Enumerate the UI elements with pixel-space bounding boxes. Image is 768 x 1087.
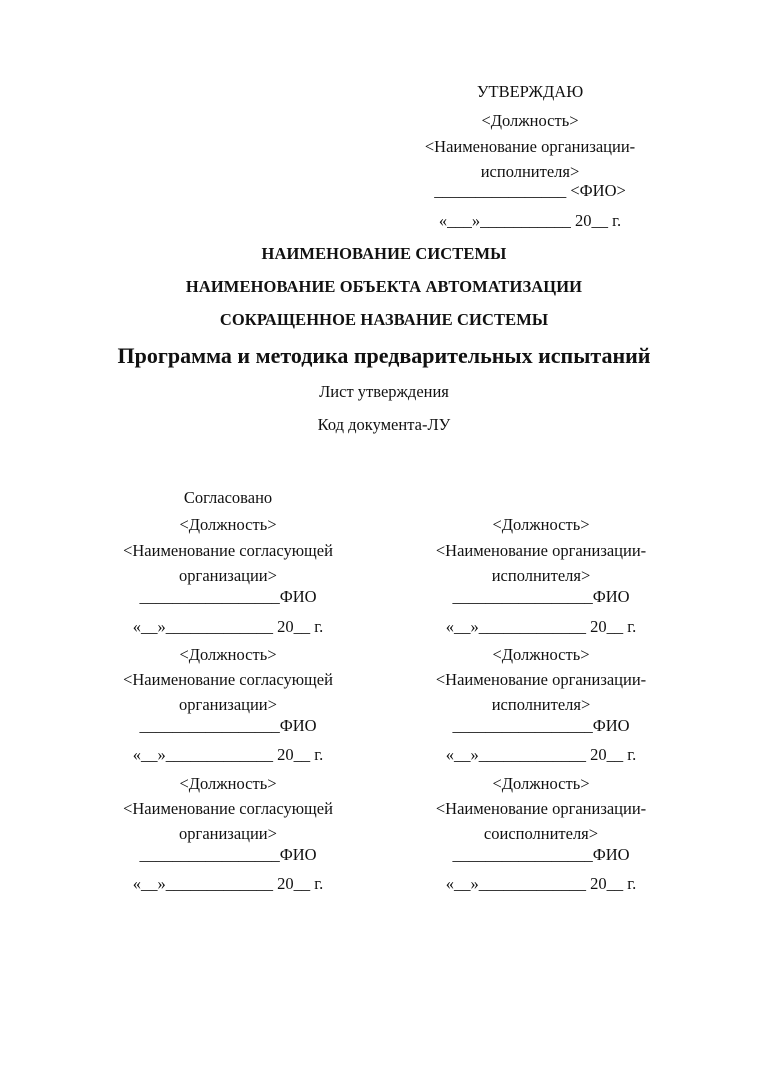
right-date-2: «__»_____________ 20__ г.	[445, 745, 637, 764]
approval-organization-line2: исполнителя>	[480, 162, 580, 181]
right-date-1: «__»_____________ 20__ г.	[445, 617, 637, 636]
left-position-1: <Должность>	[179, 515, 277, 534]
system-name: НАИМЕНОВАНИЕ СИСТЕМЫ	[261, 244, 507, 263]
right-organization-line1-1: <Наименование организации-	[435, 541, 647, 560]
document-title: Программа и методика предварительных испытаний	[117, 343, 651, 368]
approval-signature: ________________ <ФИО>	[434, 181, 626, 200]
agreed-heading: Согласовано	[183, 488, 273, 507]
sheet-label: Лист утверждения	[319, 382, 449, 401]
right-position-3: <Должность>	[492, 774, 590, 793]
left-signature-1: _________________ФИО	[139, 587, 317, 606]
left-position-2: <Должность>	[179, 645, 277, 664]
approval-heading: УТВЕРЖДАЮ	[476, 82, 584, 101]
approval-date: «___»___________ 20__ г.	[438, 211, 622, 230]
left-organization-line2-3: организации>	[179, 824, 277, 843]
left-position-3: <Должность>	[179, 774, 277, 793]
right-signature-2: _________________ФИО	[452, 716, 630, 735]
left-date-2: «__»_____________ 20__ г.	[132, 745, 324, 764]
left-date-3: «__»_____________ 20__ г.	[132, 874, 324, 893]
system-short-name: СОКРАЩЕННОЕ НАЗВАНИЕ СИСТЕМЫ	[219, 310, 549, 329]
right-organization-line1-3: <Наименование организации-	[435, 799, 647, 818]
left-organization-line1-3: <Наименование согласующей	[123, 799, 333, 818]
left-signature-3: _________________ФИО	[139, 845, 317, 864]
right-organization-line2-1: исполнителя>	[491, 566, 591, 585]
automation-object-name: НАИМЕНОВАНИЕ ОБЪЕКТА АВТОМАТИЗАЦИИ	[185, 277, 583, 296]
right-position-2: <Должность>	[492, 645, 590, 664]
right-signature-1: _________________ФИО	[452, 587, 630, 606]
left-organization-line2-1: организации>	[179, 566, 277, 585]
right-position-1: <Должность>	[492, 515, 590, 534]
right-signature-3: _________________ФИО	[452, 845, 630, 864]
left-date-1: «__»_____________ 20__ г.	[132, 617, 324, 636]
approval-organization-line1: <Наименование организации-	[424, 137, 636, 156]
right-organization-line1-2: <Наименование организации-	[435, 670, 647, 689]
approval-position: <Должность>	[481, 111, 579, 130]
right-organization-line2-2: исполнителя>	[491, 695, 591, 714]
right-date-3: «__»_____________ 20__ г.	[445, 874, 637, 893]
document-code: Код документа-ЛУ	[317, 415, 451, 434]
left-organization-line1-2: <Наименование согласующей	[123, 670, 333, 689]
left-organization-line1-1: <Наименование согласующей	[123, 541, 333, 560]
left-organization-line2-2: организации>	[179, 695, 277, 714]
right-organization-line2-3: соисполнителя>	[483, 824, 599, 843]
left-signature-2: _________________ФИО	[139, 716, 317, 735]
